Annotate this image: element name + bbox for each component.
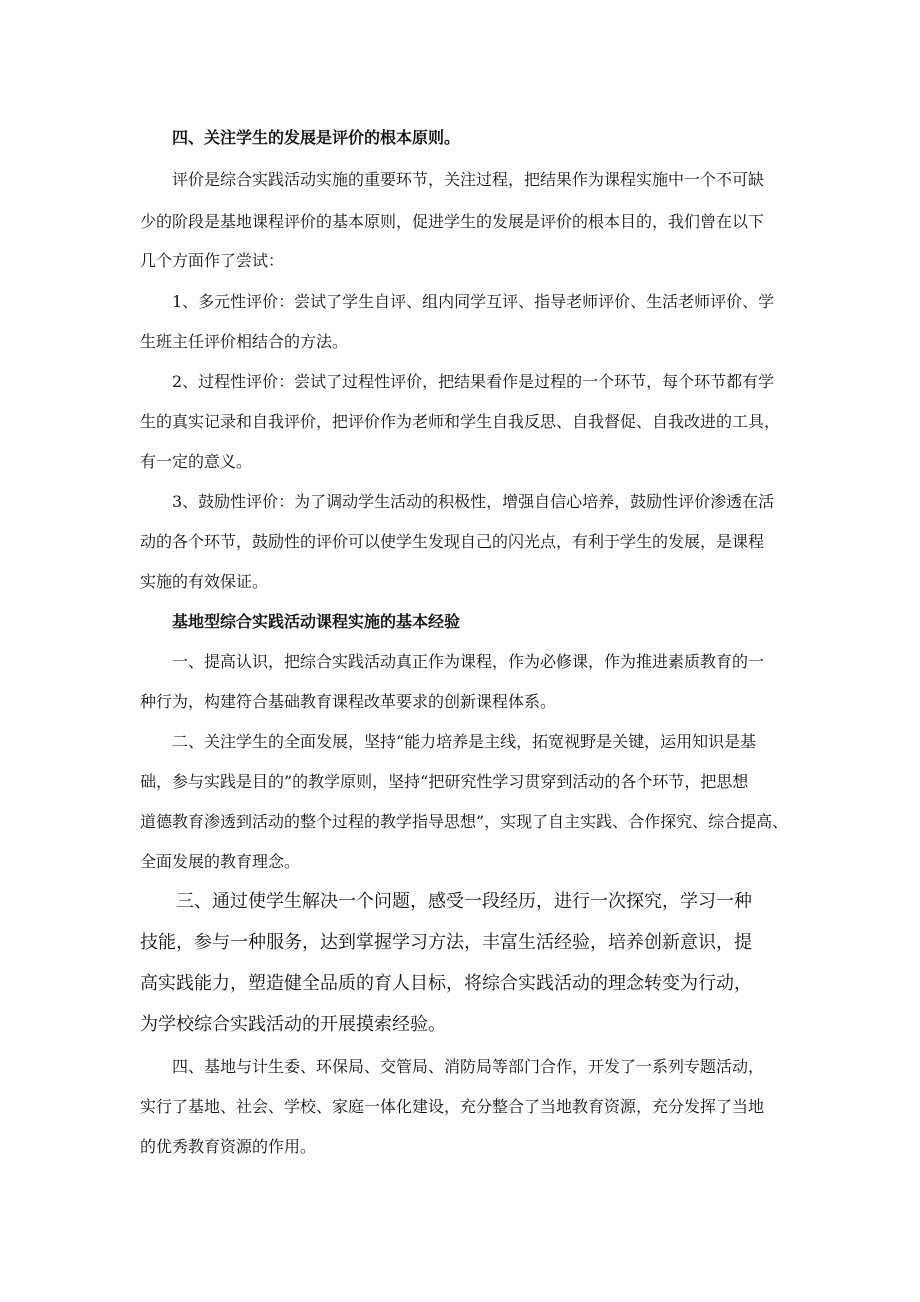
paragraph-line: 为学校综合实践活动的开展摸索经验。 [140,1014,446,1035]
paragraph-line: 1、多元性评价：尝试了学生自评、组内同学互评、指导老师评价、生活老师评价、学 [172,292,775,311]
paragraph-line: 有一定的意义。 [140,452,253,471]
paragraph-line: 种行为，构建符合基础教育课程改革要求的创新课程体系。 [140,692,557,711]
section-heading: 四、关注学生的发展是评价的根本原则。 [172,128,461,147]
paragraph-line: 评价是综合实践活动实施的重要环节，关注过程，把结果作为课程实施中一个不可缺 [172,170,765,189]
paragraph-line: 三、通过使学生解决一个问题，感受一段经历，进行一次探究，学习一种 [176,891,752,912]
paragraph-line: 生的真实记录和自我评价，把评价作为老师和学生自我反思、自我督促、自我改进的工具， [140,412,781,431]
paragraph-line: 生班主任评价相结合的方法。 [140,332,349,351]
paragraph-line: 的优秀教育资源的作用。 [140,1137,317,1156]
paragraph-line: 3、鼓励性评价：为了调动学生活动的积极性，增强自信心培养，鼓励性评价渗透在活 [172,492,775,511]
paragraph-line: 四、基地与计生委、环保局、交管局、消防局等部门合作，开发了一系列专题活动， [172,1057,765,1076]
paragraph-line: 几个方面作了尝试： [140,251,285,270]
paragraph-line: 2、过程性评价：尝试了过程性评价，把结果看作是过程的一个环节，每个环节都有学 [172,372,775,391]
paragraph-line: 一、提高认识，把综合实践活动真正作为课程，作为必修课，作为推进素质教育的一 [172,652,765,671]
paragraph-line: 二、关注学生的全面发展，坚持“能力培养是主线，拓宽视野是关键，运用知识是基 [172,732,757,751]
paragraph-line: 实施的有效保证。 [140,572,269,591]
paragraph-line: 实行了基地、社会、学校、家庭一体化建设，充分整合了当地教育资源，充分发挥了当地 [140,1097,765,1116]
paragraph-line: 动的各个环节，鼓励性的评价可以使学生发现自己的闪光点，有利于学生的发展，是课程 [140,532,765,551]
section-heading: 基地型综合实践活动课程实施的基本经验 [172,612,461,631]
paragraph-line: 技能，参与一种服务，达到掌握学习方法，丰富生活经验，培养创新意识，提 [140,932,752,953]
paragraph-line: 全面发展的教育理念。 [140,852,301,871]
paragraph-line: 高实践能力，塑造健全品质的育人目标，将综合实践活动的理念转变为行动， [140,973,752,994]
paragraph-line: 少的阶段是基地课程评价的基本原则，促进学生的发展是评价的根本目的，我们曾在以下 [140,212,765,231]
paragraph-line: 础，参与实践是目的”的教学原则，坚持“把研究性学习贯穿到活动的各个环节，把思想 [140,772,749,791]
paragraph-line: 道德教育渗透到活动的整个过程的教学指导思想”，实现了自主实践、合作探究、综合提高、 [140,812,789,831]
